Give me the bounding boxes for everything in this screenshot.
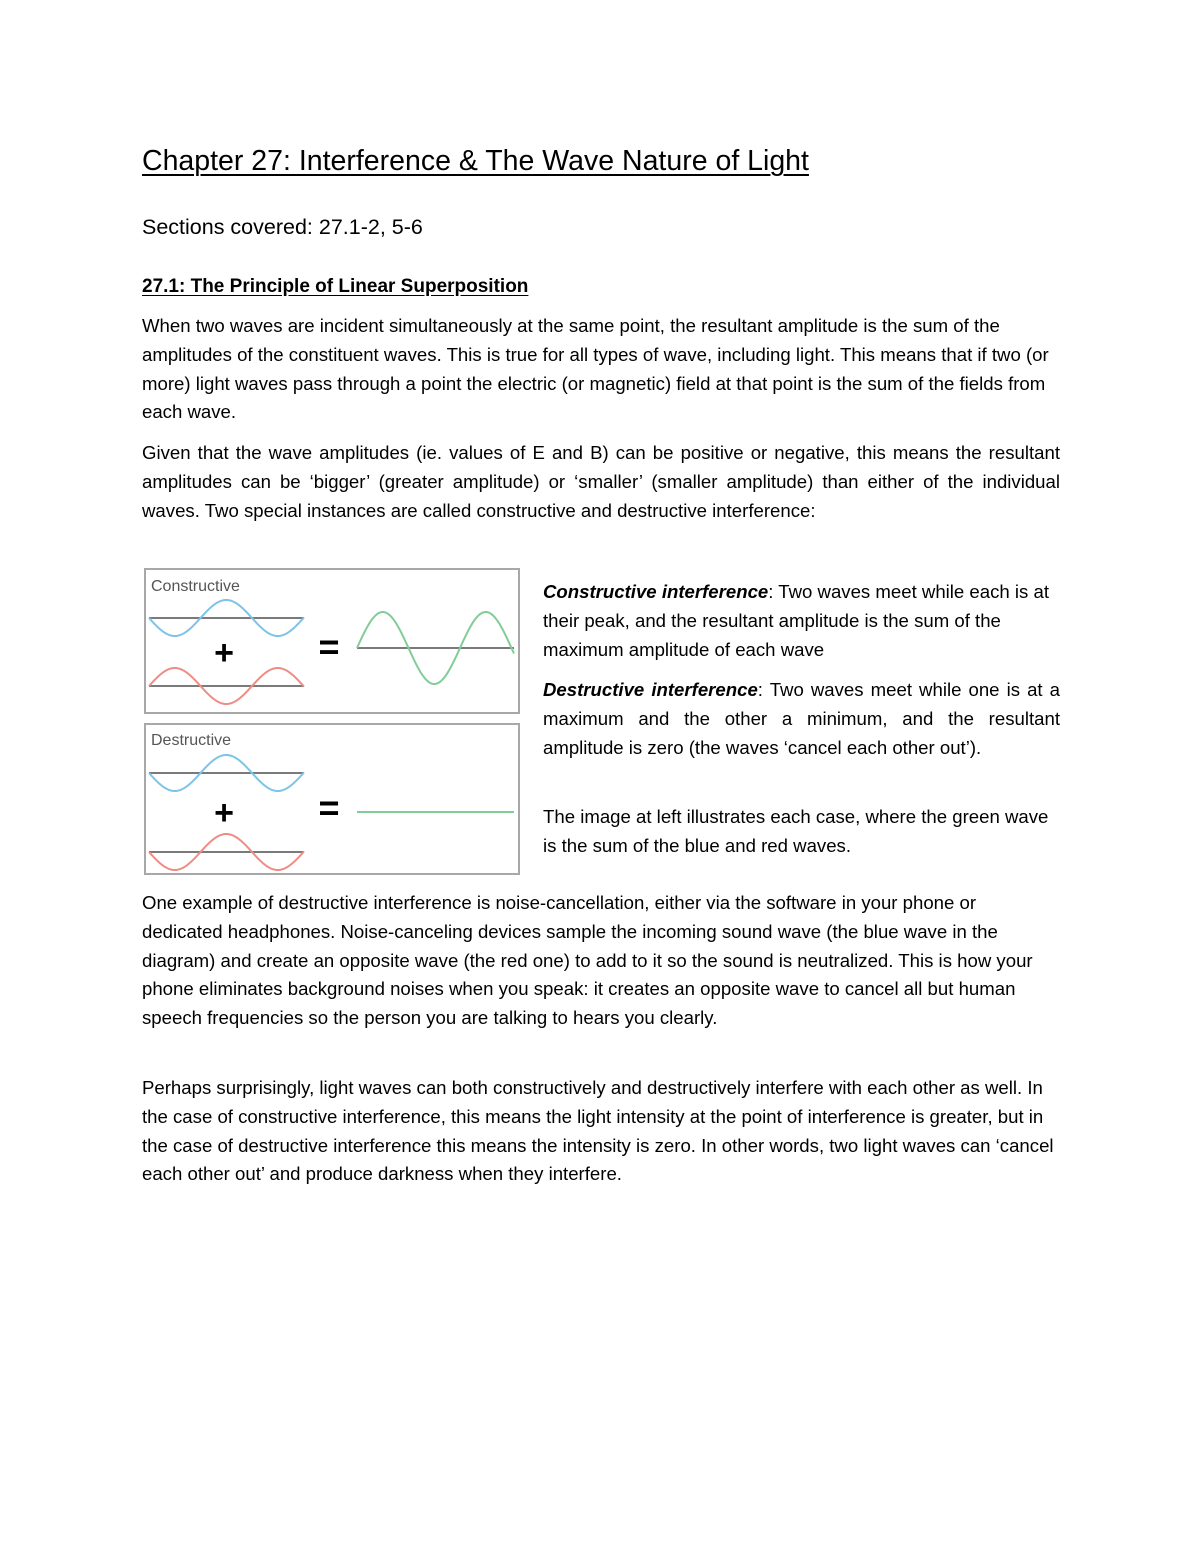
image-note: The image at left illustrates each case, where the green wave is the sum of the blue and red waves. bbox=[543, 806, 1049, 856]
interference-figure bbox=[144, 568, 522, 876]
sections-covered: Sections covered: 27.1-2, 5-6 bbox=[142, 215, 423, 239]
destructive-term: Destructive interference bbox=[543, 679, 758, 700]
constructive-label: Constructive bbox=[151, 578, 240, 595]
section-heading: 27.1: The Principle of Linear Superposition bbox=[142, 276, 529, 297]
destructive-plus-sign: + bbox=[214, 794, 234, 832]
constructive-panel bbox=[145, 569, 519, 713]
constructive-equals-sign: = bbox=[318, 626, 340, 667]
destructive-description bbox=[543, 676, 1060, 762]
paragraph-amplitudes: Given that the wave amplitudes (ie. values of E and B) can be positive or negative, this means the resultant amplitudes can be ‘bigger’ (greater amplitude) or ‘smaller’ (smaller amplitude) than either of the individual waves. Two special instances are called constructive and destructive interference: bbox=[142, 442, 1060, 521]
paragraph-noise-cancellation: One example of destructive interference is noise-cancellation, either via the software in your phone or dedicated headphones. Noise-canceling devices sample the incoming sound wave (the blue wave in the diagram) and create an opposite wave (the red one) to add to it so the sound is neutralized. This is how your phone eliminates background noises when you speak: it creates an opposite wave to cancel all but human speech frequencies so the person you are talking to hears you clearly. bbox=[142, 892, 1033, 1029]
interference-diagram bbox=[144, 568, 522, 876]
constructive-term: Constructive interference bbox=[543, 581, 769, 602]
destructive-panel bbox=[145, 724, 519, 874]
paragraph-superposition: When two waves are incident simultaneously at the same point, the resultant amplitude is the sum of the amplitudes of the constituent waves. This is true for all types of wave, including light. This means that if two (or more) light waves pass through a point the electric (or magnetic) field at that point is the sum of the fields from each wave. bbox=[142, 315, 1049, 423]
destructive-text: : Two waves meet while one is at a maximum and the other a minimum, and the resultant amplitude is zero (the waves ‘cancel each other out’). bbox=[543, 679, 1061, 758]
constructive-plus-sign: + bbox=[214, 634, 234, 672]
constructive-text: : Two waves meet while each is at their peak, and the resultant amplitude is the sum of the maximum amplitude of each wave bbox=[543, 581, 1050, 660]
paragraph-light-interference: Perhaps surprisingly, light waves can both constructively and destructively interfere with each other as well. In the case of constructive interference, this means the light intensity at the point of interference is greater, but in the case of destructive interference this means the intensity is zero. In other words, two light waves can ‘cancel each other out’ and produce darkness when they interfere. bbox=[142, 1077, 1054, 1185]
destructive-equals-sign: = bbox=[318, 787, 340, 828]
destructive-label: Destructive bbox=[151, 732, 232, 749]
constructive-description bbox=[543, 578, 1060, 664]
chapter-title: Chapter 27: Interference & The Wave Nature of Light bbox=[142, 145, 809, 177]
